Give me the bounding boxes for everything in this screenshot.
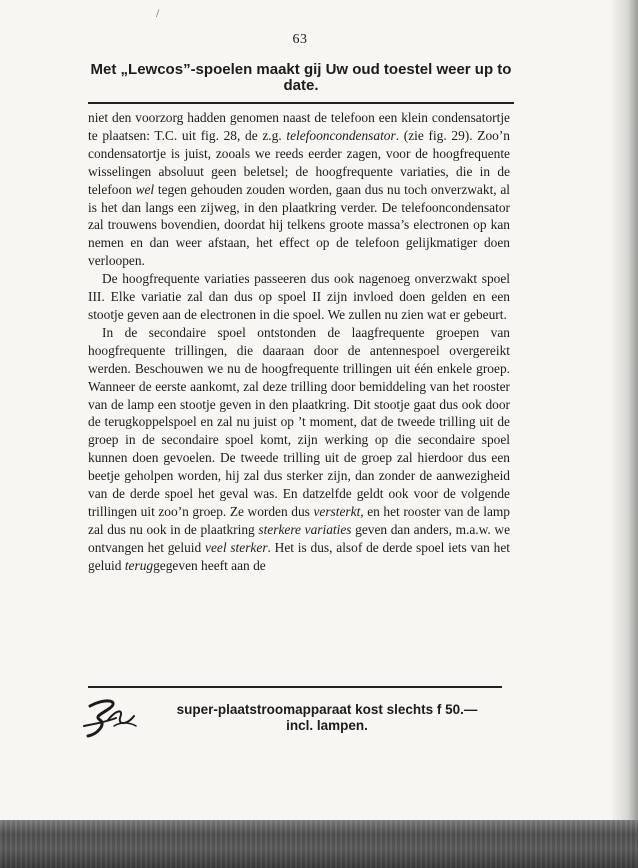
emphasis-text: versterkt	[313, 503, 361, 519]
body-paragraph	[88, 109, 510, 270]
body-text	[88, 109, 510, 575]
body-paragraph	[88, 324, 510, 575]
paragraph-text: . (zie fig. 29). Zoo’n condensatortje is juist, zooals we reeds eerder zagen, voor de hoogfrequente wisselingen absoluut geen beletsel; de hoogfrequente variaties, die in de telefoon	[88, 127, 510, 197]
paragraph-text: In de secondaire spoel ontstonden de laagfrequente groepen van hoogfrequente trillingen, die daaraan door de antennespoel overgereikt werden. Beschouwen we nu de hoogfrequente trillingen uit één enkele groep. Wanneer de eerste aankomt, zal deze trilling door bemiddeling van het rooster van de lamp een stootje geven in den plaatkring. Dit stootje gaat dus ook door de terugkoppelspoel en zal nu juist op ’t moment, dat de tweede trilling uit de groep in de secondaire spoel komt, zijn werking op die secondaire spoel kunnen doen gevoelen. De tweede trilling uit de groep zal hierdoor dus een beetje geholpen worden, hij zal dus sterker zijn, dan zonder de aanwezigheid van de derde spoel het geval was. En datzelfde geldt ook voor de volgende trillingen uit zoo’n groep. Ze worden dus	[88, 324, 510, 519]
pencil-mark: /	[156, 6, 160, 20]
header-divider	[88, 102, 514, 104]
paragraph-text: tegen gehouden zouden worden, gaan dus nu toch onverzwakt, al is het dan langs een zijweg, in den plaatkring verder. De telefooncondensator zal trouwens bovendien, doordat hij telkens groote massa’s electronen op kan nemen en dan weer afstaan, het effect op de telefoon gelijkmatiger doen verloopen.	[88, 181, 510, 269]
body-paragraph	[88, 270, 510, 324]
emphasis-text: terug	[124, 557, 154, 573]
paragraph-text: gegeven heeft aan de	[153, 557, 266, 573]
paragraph-text: , en het rooster van de lamp zal dus nu ook in de plaatkring	[88, 503, 510, 537]
advertisement-text	[142, 702, 512, 734]
footer-divider	[88, 686, 502, 688]
emphasis-text: veel sterker	[205, 539, 268, 555]
paragraph-text: . Het is dus, alsof de derde spoel iets van het geluid	[88, 539, 510, 573]
paragraph-text: geven dan anders, m.a.w. we ontvangen het geluid	[88, 521, 511, 555]
emphasis-text: sterkere variaties	[258, 521, 352, 537]
paragraph-text: De hoogfrequente variaties passeeren dus ook nagenoeg onverzwakt spoel III. Elke variatie zal dan dus op spoel II zijn invloed doen gelden en een stootje geven aan de electronen in die spoel. We zullen nu zien wat er gebeurt.	[88, 271, 510, 322]
paragraph-text: niet den voorzorg hadden genomen naast de telefoon een klein condensatortje te plaatsen: T.C. uit fig. 28, de z.g.	[88, 110, 510, 143]
advertisement-line-2: incl. lampen.	[286, 718, 368, 733]
emphasis-text: wel	[135, 181, 155, 197]
scan-border	[0, 820, 638, 868]
emphasis-text: telefooncondensator	[286, 127, 396, 143]
running-header: Met „Lewcos”-spoelen maakt gij Uw oud toestel weer up to date.	[90, 61, 512, 94]
etalon-logo	[80, 696, 140, 742]
page-edge-shadow	[612, 0, 638, 820]
advertisement-line-1: super-plaatstroomapparaat kost slechts f 50.—	[176, 702, 478, 717]
advertisement	[80, 696, 520, 746]
page-number: 63	[292, 32, 308, 47]
